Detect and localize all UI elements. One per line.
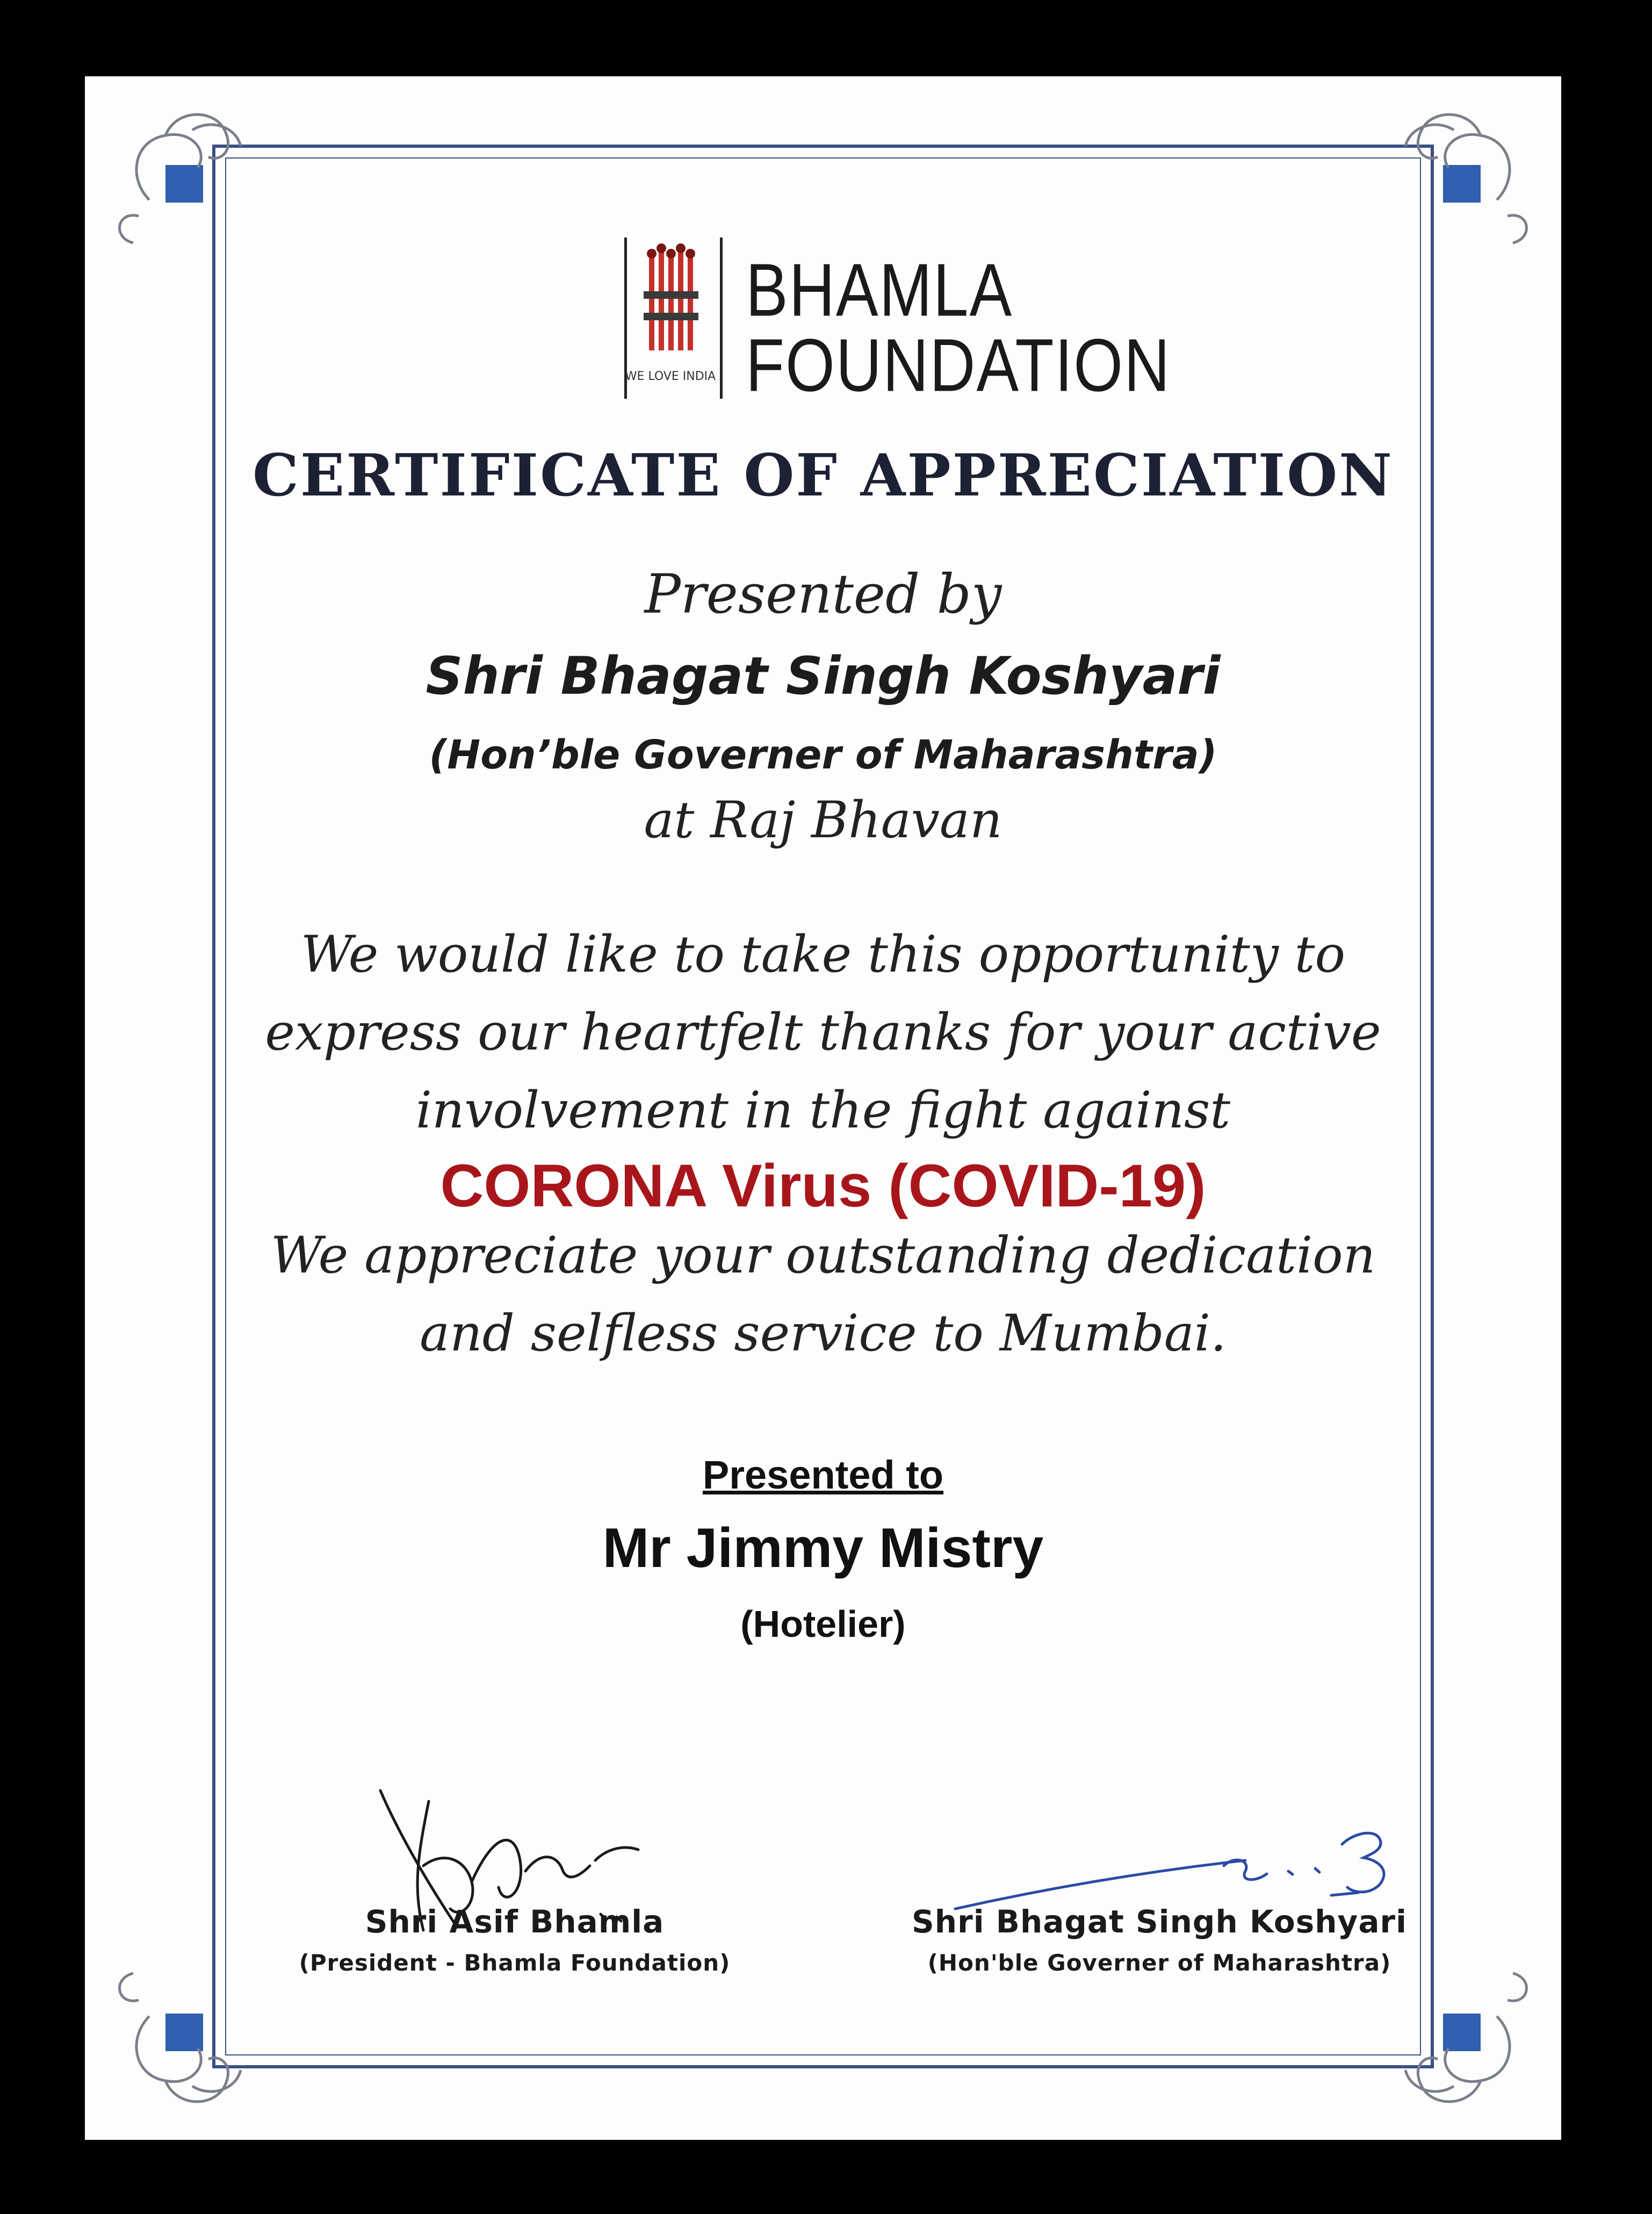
recipient-role: (Hotelier): [740, 1603, 906, 1645]
signatory-name: Shri Bhagat Singh Koshyari: [912, 1903, 1407, 1940]
closing-line: We appreciate your outstanding dedication: [270, 1226, 1376, 1285]
corner-square-tr: [1443, 165, 1481, 203]
corner-square-bl: [165, 2014, 203, 2051]
covid-highlight: CORONA Virus (COVID-19): [440, 1152, 1206, 1219]
presented-by-label: Presented by: [644, 563, 1002, 626]
signatory-role: (President - Bhamla Foundation): [299, 1950, 731, 1976]
message-line: involvement in the fight against: [415, 1081, 1231, 1140]
logo-text-line1: BHAMLA: [746, 248, 1013, 333]
message-line: express our heartfelt thanks for your active: [265, 1003, 1381, 1062]
closing-line: and selfless service to Mumbai.: [420, 1304, 1227, 1363]
logo-text-line2: FOUNDATION: [746, 324, 1171, 408]
presenter-title: (Hon’ble Governer of Maharashtra): [429, 732, 1217, 778]
signatory-role: (Hon'ble Governer of Maharashtra): [927, 1950, 1391, 1976]
message-line: We would like to take this opportunity to: [300, 925, 1346, 984]
recipient-name: Mr Jimmy Mistry: [602, 1517, 1044, 1579]
signatory-right: [837, 1903, 1482, 1976]
corner-square-tl: [165, 165, 203, 203]
logo-tagline: WE LOVE INDIA: [625, 370, 716, 383]
signature-right-icon: [944, 1780, 1428, 1920]
certificate-title: CERTIFICATE OF APPRECIATION: [252, 442, 1394, 509]
presenter-name: Shri Bhagat Singh Koshyari: [425, 646, 1221, 706]
signatory-name: Shri Asif Bhamla: [365, 1903, 665, 1940]
bhamla-foundation-logo: [617, 232, 1171, 420]
presented-to-label: Presented to: [702, 1453, 944, 1497]
signatory-left: [246, 1903, 783, 1976]
venue: at Raj Bhavan: [644, 791, 1002, 850]
corner-square-br: [1443, 2014, 1481, 2051]
matchsticks-logo-icon: [617, 232, 730, 420]
certificate-paper: [85, 76, 1561, 2140]
